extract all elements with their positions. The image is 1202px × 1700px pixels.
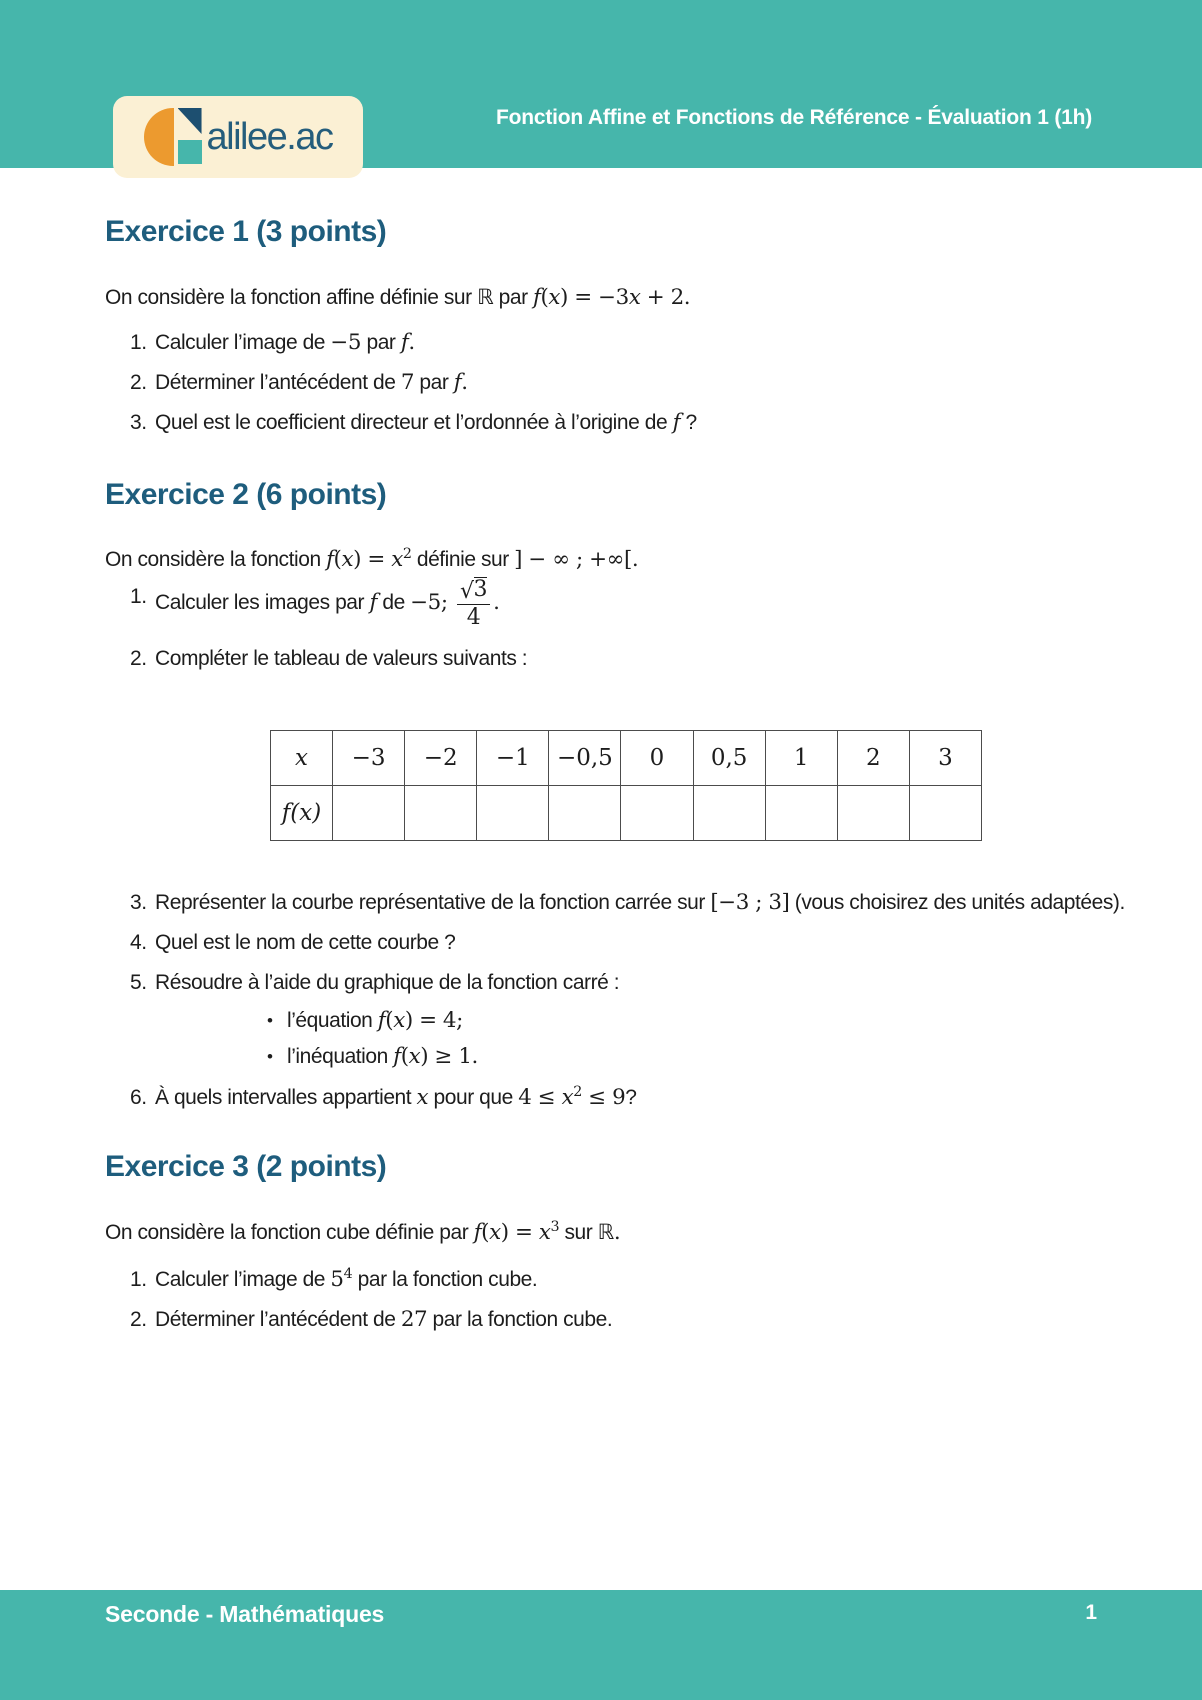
- exercise2-intro: On considère la fonction $f(x) = x^2$ définie sur ] − ∞ ; +∞[.: [105, 546, 639, 572]
- exercise3-item-2: [105, 1300, 1142, 1340]
- exercise1-intro: On considère la fonction affine définie sur ℝ par f(x) = −3x + 2.: [105, 285, 691, 310]
- item-number: 5.: [130, 971, 147, 994]
- item-number: 2.: [130, 1308, 147, 1331]
- item-text: Déterminer l’antécédent de 27 par la fonction cube.: [155, 1307, 613, 1332]
- item-text: Calculer les images par f de −5; √ 3 4 .: [155, 577, 500, 630]
- values-table-container: [270, 730, 1142, 841]
- item-text: Quel est le nom de cette courbe ?: [155, 931, 456, 954]
- values-table: [270, 730, 982, 841]
- page-number: 1: [1085, 1601, 1097, 1624]
- value-cell: 0: [621, 731, 693, 786]
- exercise1-item-1: [105, 323, 1142, 363]
- item-number: 1.: [130, 585, 147, 608]
- value-cell: −2: [405, 731, 477, 786]
- value-cell: [765, 786, 837, 841]
- item-text: Calculer l’image de −5 par f.: [155, 330, 415, 355]
- item-number: 4.: [130, 931, 147, 954]
- table-row: [271, 731, 982, 786]
- item-number: 6.: [130, 1086, 147, 1109]
- document-body: [0, 168, 1202, 1340]
- value-cell: 0,5: [693, 731, 765, 786]
- item-number: 2.: [130, 647, 147, 670]
- exercise2-item-3: [105, 883, 1142, 923]
- value-cell: 3: [909, 731, 981, 786]
- logo-teal-square: [178, 140, 202, 164]
- document-title: Fonction Affine et Fonctions de Référence - Évaluation 1 (1h): [496, 106, 1093, 129]
- value-cell: 2: [837, 731, 909, 786]
- value-cell: [909, 786, 981, 841]
- exercise2-item-5: [105, 963, 1142, 1003]
- exercise3-intro: On considère la fonction cube définie par $f(x) = x^3$ sur ℝ.: [105, 1219, 621, 1245]
- item-number: 2.: [130, 371, 147, 394]
- item-text: Calculer l’image de $5^4$ par la fonction cube.: [155, 1266, 538, 1292]
- item-text: Quel est le coefficient directeur et l’ordonnée à l’origine de f ?: [155, 410, 697, 435]
- value-cell: [477, 786, 549, 841]
- exercise2-item-5-bullet-2: [267, 1039, 1142, 1075]
- item-number: 1.: [130, 1268, 147, 1291]
- bullet-dot: •: [267, 1047, 273, 1066]
- exercise2-item-6: [105, 1078, 1142, 1118]
- value-cell: −0,5: [549, 731, 621, 786]
- value-cell: [333, 786, 405, 841]
- value-cell: [837, 786, 909, 841]
- exercise2-item-2: [105, 639, 1142, 679]
- exercise1-list: [105, 323, 1142, 443]
- value-cell: [549, 786, 621, 841]
- value-cell: 1: [765, 731, 837, 786]
- logo-g-icon: [144, 108, 202, 166]
- item-number: 1.: [130, 331, 147, 354]
- exercise2-list: [105, 577, 1142, 1118]
- table-row: [271, 786, 982, 841]
- exercise1-item-3: [105, 403, 1142, 443]
- row-header-cell: f(x): [271, 786, 333, 841]
- item-number: 3.: [130, 891, 147, 914]
- value-cell: [405, 786, 477, 841]
- value-cell: [693, 786, 765, 841]
- page-header: [0, 0, 1202, 168]
- value-cell: [621, 786, 693, 841]
- item-text: À quels intervalles appartient x pour que $4 \le x^2 \le 9$?: [155, 1084, 637, 1110]
- exercise1-item-2: [105, 363, 1142, 403]
- value-cell: −3: [333, 731, 405, 786]
- value-cell: −1: [477, 731, 549, 786]
- bullet-text: l’équation f(x) = 4;: [287, 1008, 463, 1033]
- bullet-text: l’inéquation f(x) ≥ 1.: [287, 1044, 478, 1069]
- item-text: Compléter le tableau de valeurs suivants :: [155, 647, 528, 670]
- footer-course-label: Seconde - Mathématiques: [105, 1601, 385, 1627]
- logo-blue-triangle: [178, 108, 202, 134]
- exercise3-heading: Exercice 3 (2 points): [105, 1150, 387, 1183]
- item-text: Représenter la courbe représentative de la fonction carrée sur [−3 ; 3] (vous choisirez des unités adaptées).: [155, 890, 1125, 915]
- page-footer: [0, 1590, 1202, 1700]
- item-text: Déterminer l’antécédent de 7 par f.: [155, 370, 468, 395]
- exercise2-item-5-bullet-1: [267, 1003, 1142, 1039]
- logo-text: alilee.ac: [206, 116, 333, 158]
- exercise3-item-1: [105, 1260, 1142, 1300]
- logo-orange-halfdisc: [144, 108, 174, 166]
- exercise2-item-4: [105, 923, 1142, 963]
- item-number: 3.: [130, 411, 147, 434]
- exercise3-list: [105, 1260, 1142, 1340]
- bullet-dot: •: [267, 1011, 273, 1030]
- exercise1-heading: Exercice 1 (3 points): [105, 215, 387, 248]
- exercise2-heading: Exercice 2 (6 points): [105, 478, 387, 511]
- school-logo: [113, 96, 363, 178]
- exercise2-item-1: [105, 577, 1142, 639]
- item-text: Résoudre à l’aide du graphique de la fonction carré :: [155, 971, 620, 994]
- row-header-cell: x: [271, 731, 333, 786]
